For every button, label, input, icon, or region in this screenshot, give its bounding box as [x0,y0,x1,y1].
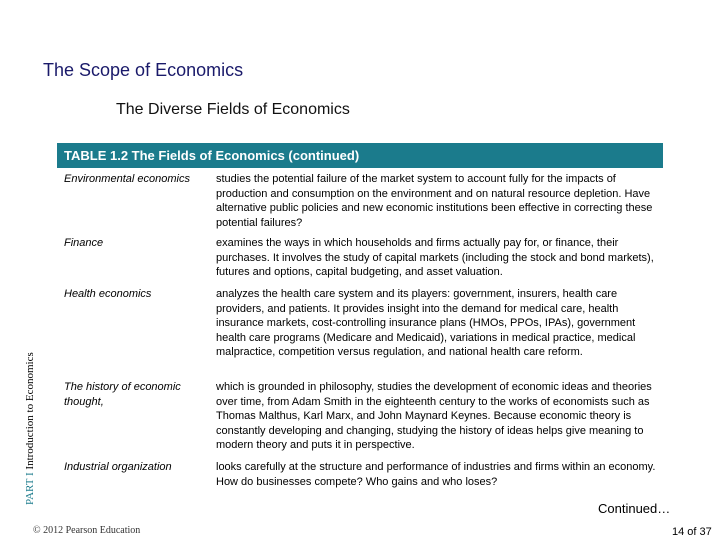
side-title: Introduction to Economics [24,352,36,470]
side-part: PART I [24,472,36,505]
field-term: Environmental economics [64,173,190,185]
field-definition: examines the ways in which households and firms actually pay for, or finance, their purchases. It involves the study of capital markets (including the stock and bond markets), futures and options, capital budgeting, and asset valuation. [216,237,654,278]
continued-label: Continued… [598,501,671,516]
slide-subtitle: The Diverse Fields of Economics [116,101,350,118]
table-header: TABLE 1.2 The Fields of Economics (continued) [57,143,663,168]
field-term: Finance [64,237,104,249]
field-definition: analyzes the health care system and its players: government, insurers, health care providers, and patients. It provides insight into the demand for medical care, health insurance markets, cost-controlling insurance plans (HMOs, PPOs, IPAs), government health care programs (Medicare and Medicaid), variations in medical practice, medical malpractice, competition versus regulation, and national health care reform. [216,288,636,358]
field-term: Health economics [64,288,152,300]
side-label [24,352,36,505]
slide-title: The Scope of Economics [43,60,244,80]
page-number: 14 of 37 [672,526,712,538]
copyright: © 2012 Pearson Education [33,525,141,536]
field-definition: which is grounded in philosophy, studies the development of economic ideas and theories over time, from Adam Smith in the eighteenth century to the works of economists such as Thomas Malthus, Karl Marx, and John Maynard Keynes. Because economic theory is constantly developing and changing, studying the history of ideas helps give meaning to modern theory and puts it in perspective. [216,381,652,451]
field-definition: looks carefully at the structure and performance of industries and firms within an economy. How do businesses compete? Who gains and who loses? [216,461,656,488]
field-term: Industrial organization [64,461,172,473]
field-definition: studies the potential failure of the market system to account fully for the impacts of production and consumption on the environment and on natural resource depletion. Have alternative public policies and new economic institutions been effective in correcting these potential failures? [216,173,653,229]
field-term: The history of economic thought, [64,381,181,408]
